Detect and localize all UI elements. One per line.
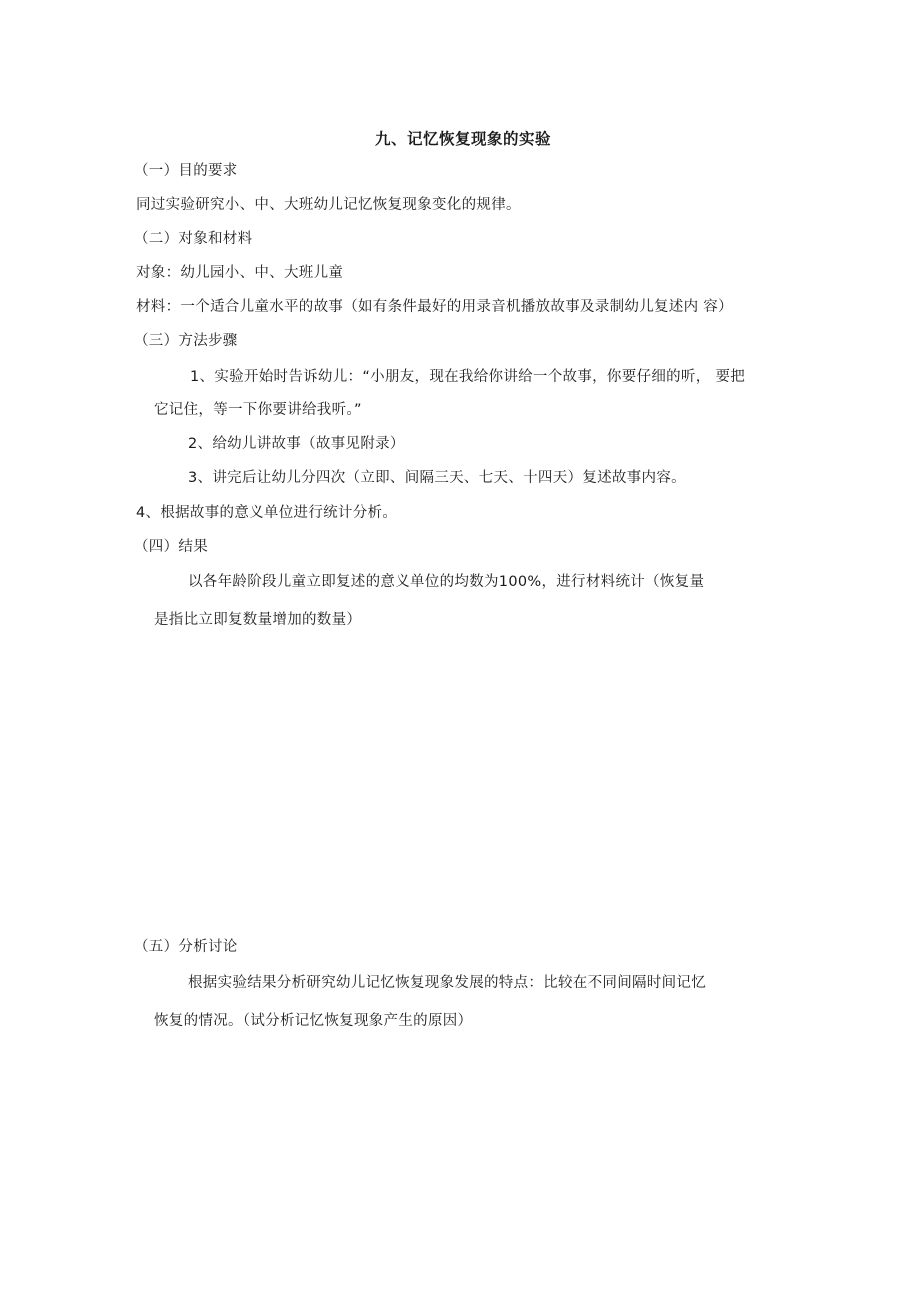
discussion-line2: 恢复的情况。（试分析记忆恢复现象产生的原因）	[154, 1013, 473, 1029]
method-step-2: 2、给幼儿讲故事（故事见附录）	[188, 436, 405, 452]
discussion-line1: 根据实验结果分析研究幼儿记忆恢复现象发展的特点：比较在不同间隔时间记忆	[188, 975, 706, 991]
paragraph-materials: 材料：一个适合儿童水平的故事（如有条件最好的用录音机播放故事及录制幼儿复述内 容）	[136, 299, 733, 315]
method-step-1-line1: 1、实验开始时告诉幼儿：“小朋友，现在我给你讲给一个故事，你要仔细的听， 要把	[190, 369, 746, 385]
section-heading-goals: （一）目的要求	[134, 163, 238, 179]
results-line1: 以各年龄阶段儿童立即复述的意义单位的均数为100%，进行材料统计（恢复量	[188, 574, 705, 590]
page-title-text: 九、记忆恢复现象的实验	[374, 130, 551, 148]
section-heading-discussion: （五）分析讨论	[134, 939, 238, 955]
method-step-4: 4、根据故事的意义单位进行统计分析。	[136, 505, 398, 521]
results-line2: 是指比立即复数量增加的数量）	[154, 612, 362, 628]
section-heading-subjects: （二）对象和材料	[134, 231, 253, 247]
method-step-1-line2: 它记住，等一下你要讲给我听。”	[154, 402, 362, 418]
section-heading-results: （四）结果	[134, 539, 208, 555]
method-step-3: 3、讲完后让幼儿分四次（立即、间隔三天、七天、十四天）复述故事内容。	[188, 470, 686, 486]
paragraph-goals: 同过实验研究小、中、大班幼儿记忆恢复现象变化的规律。	[136, 197, 521, 213]
paragraph-subjects: 对象：幼儿园小、中、大班儿童	[136, 265, 344, 281]
page-title	[0, 129, 920, 149]
section-heading-method: （三）方法步骤	[134, 333, 238, 349]
